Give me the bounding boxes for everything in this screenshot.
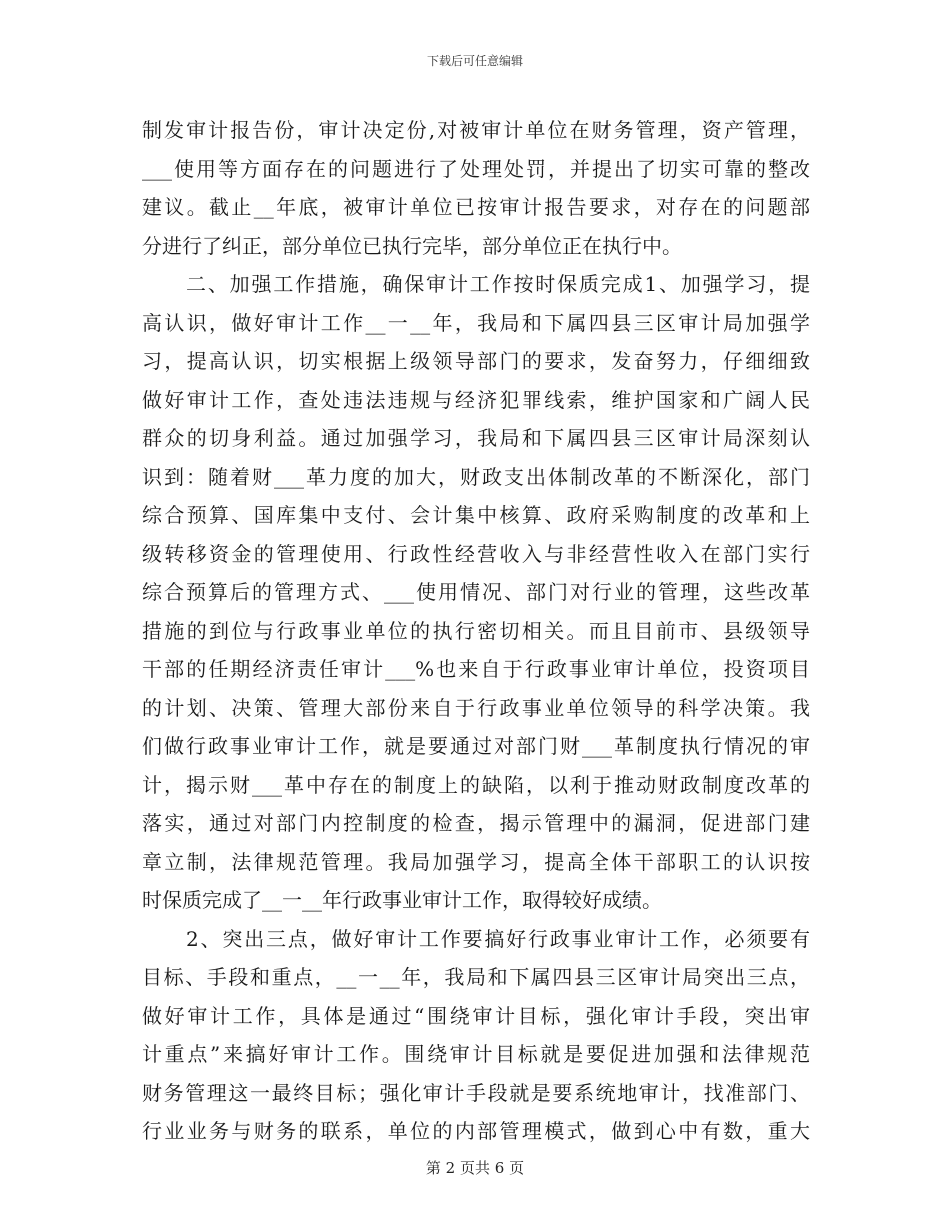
- document-body: [142, 111, 810, 1151]
- text-line: 2、突出三点，做好审计工作要搞好行政事业审计工作，必须要有: [186, 926, 810, 951]
- text-line: 习，提高认识，切实根据上级领导部门的要求，发奋努力，仔细细致: [142, 349, 810, 373]
- text-line: 计重点”来搞好审计工作。围绕审计目标就是要促进加强和法律规范: [142, 1042, 810, 1066]
- text-line: 落实，通过对部门内控制度的检查，揭示管理中的漏洞，促进部门建: [142, 811, 810, 835]
- text-line: 级转移资金的管理使用、行政性经营收入与非经营性收入在部门实行: [142, 541, 810, 566]
- text-line: 目标、手段和重点，__一__年，我局和下属四县三区审计局突出三点，: [142, 965, 810, 989]
- text-line: 分进行了纠正，部分单位已执行完毕，部分单位正在执行中。: [142, 233, 682, 258]
- paragraph: [142, 265, 810, 920]
- text-line: 措施的到位与行政事业单位的执行密切相关。而且目前市、县级领导: [142, 618, 810, 643]
- paragraph: [142, 920, 810, 1151]
- text-line: 识到：随着财___革力度的加大，财政支出体制改革的不断深化，部门: [142, 464, 810, 489]
- text-line: 时保质完成了__一__年行政事业审计工作，取得较好成绩。: [142, 888, 662, 912]
- text-line: 群众的切身利益。通过加强学习，我局和下属四县三区审计局深刻认: [142, 426, 810, 450]
- page-footer: 第 2 页共 6 页: [425, 1159, 525, 1177]
- text-line: 做好审计工作，查处违法违规与经济犯罪线索，维护国家和广阔人民: [142, 387, 810, 412]
- text-line: 高认识，做好审计工作__一__年，我局和下属四县三区审计局加强学: [142, 310, 810, 335]
- text-line: 建议。截止__年底，被审计单位已按审计报告要求，对存在的问题部: [142, 195, 810, 219]
- text-line: 财务管理这一最终目标；强化审计手段就是要系统地审计，找准部门、: [142, 1080, 810, 1105]
- text-line: 综合预算后的管理方式、___使用情况、部门对行业的管理，这些改革: [142, 580, 810, 604]
- text-line: 二、加强工作措施，确保审计工作按时保质完成1、加强学习，提: [186, 272, 810, 296]
- text-line: 干部的任期经济责任审计___%也来自于行政事业审计单位，投资项目: [142, 657, 810, 681]
- text-line: 制发审计报告份，审计决定份,对被审计单位在财务管理，资产管理，: [142, 118, 810, 142]
- text-line: 章立制，法律规范管理。我局加强学习，提高全体干部职工的认识按: [142, 849, 810, 874]
- text-line: 行业业务与财务的联系，单位的内部管理模式，做到心中有数，重大: [142, 1119, 810, 1143]
- text-line: 的计划、决策、管理大部份来自于行政事业单位领导的科学决策。我: [142, 695, 810, 720]
- text-line: 做好审计工作，具体是通过“围绕审计目标，强化审计手段，突出审: [142, 1003, 810, 1028]
- paragraph: [142, 111, 810, 265]
- page-header: 下载后可任意编辑: [426, 54, 523, 68]
- text-line: 综合预算、国库集中支付、会计集中核算、政府采购制度的改革和上: [142, 503, 810, 527]
- text-line: 计，揭示财___革中存在的制度上的缺陷，以利于推动财政制度改革的: [142, 772, 810, 797]
- text-line: 们做行政事业审计工作，就是要通过对部门财___革制度执行情况的审: [142, 734, 810, 758]
- text-line: ___使用等方面存在的问题进行了处理处罚，并提出了切实可靠的整改: [142, 156, 810, 181]
